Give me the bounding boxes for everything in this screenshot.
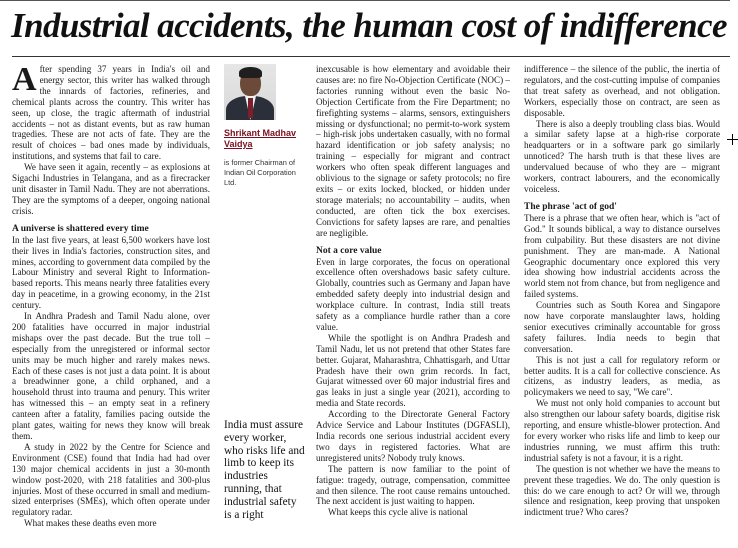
author-photo — [224, 64, 276, 120]
paragraph: There is also a deeply troubling class bias. Would a similar safety lapse at a high-rise corporate headquarters or in a software park go similarly unnoticed? The harsh truth is that these lives are undervalued because of who they are – migrant workers, contract labourers, and the economically voiceless. — [524, 118, 720, 194]
paragraph: What makes these deaths even more — [24, 518, 157, 529]
subheading-act-of-god: The phrase 'act of god' — [524, 201, 617, 212]
paragraph: While the spotlight is on Andhra Pradesh and Tamil Nadu, let us not pretend that other States fare better. Gujarat, Maharashtra, Chhattisgarh, and Uttar Pradesh have their own grim records. In fact, Gujarat witnessed over 60 major industrial fires and gas leaks in just a single year (2021), according to media and State records. — [316, 332, 510, 409]
column-4 — [524, 64, 720, 518]
paragraph: Countries such as South Korea and Singapore now have corporate manslaughter laws, holding senior executives criminally accountable for gross safety failures. India needs to begin that conversation. — [524, 300, 720, 354]
paragraph: There is a phrase that we often hear, which is "act of God." It sounds biblical, a way to distance ourselves from culpability. But these disasters are not divine punishment. They are man-made. A National Geographic documentary once explored this very idea showing how industrial accidents across the world stem not from chance, but from negligence and failed systems. — [524, 212, 720, 300]
paragraph: In Andhra Pradesh and Tamil Nadu alone, over 200 fatalities have occurred in major industrial mishaps over the past decade. But the true toll – especially from the unregistered or informal sector units may be much higher and rarely makes news. Each of these cases is not just a data point. It is about a breadwinner gone, a child orphaned, and a household thrust into trauma and penury. This writer has witnessed this – an empty seat in a refinery canteen after a fatality, families pacing outside the plant gates, waiting for news they know will break them. — [12, 311, 210, 441]
author-name-link[interactable]: Shrikant Madhav Vaidya — [224, 128, 297, 149]
photo-hair — [239, 67, 262, 78]
subheading-core-value: Not a core value — [316, 245, 382, 256]
paragraph: In the last five years, at least 6,500 workers have lost their lives in India's factories, construction sites, and mines, according to government data compiled by the Labour Ministry and several Right to Information-based reports. This means nearly three fatalities every day in peacetime, in a growing economy, in the 21st century. — [12, 234, 210, 311]
paragraph: indifference – the silence of the public, the inertia of regulators, and the cost-cutting impulse of companies that treat safety as overhead, and not obligation. Workers, especially those on contract, are seen as disposable. — [524, 64, 720, 118]
paragraph: What keeps this cycle alive is national — [328, 507, 468, 518]
drop-cap: A — [12, 61, 37, 98]
cursor-vertical — [732, 134, 733, 145]
column-1 — [12, 61, 210, 529]
paragraph: A study in 2022 by the Centre for Science and Environment (CSE) found that India had had over 130 major chemical accidents in just a 30-month window post-2020, with 218 fatalities and 300-plus injuries. Most of these occurred in small and medium-sized enterprises (SMEs), which often operate under regulatory radar. — [12, 441, 210, 518]
paragraph: According to the Directorate General Factory Advice Service and Labour Institutes (DGFASLI), India records one serious industrial accident every two days in registered factories. What are unregistered units? Nobody truly knows. — [316, 409, 510, 463]
intro-text: fter spending 37 years in India's oil and energy sector, this writer has walked through the innards of factories, refineries, and chemical plants across the country. This writer has seen, up close, the tragic aftermath of industrial accidents – not as distant events, but as raw human tragedies. These are not acts of fate. They are the result of choices – bad ones made by individuals, institutions, and systems that fail to care. — [12, 64, 210, 162]
top-border — [0, 0, 730, 1]
author-box — [224, 64, 304, 188]
subheading-universe: A universe is shattered every time — [12, 223, 149, 234]
paragraph: The pattern is now familiar to the point of fatigue: tragedy, outrage, compensation, committee and then silence. The root cause remains untouched. The next accident is just waiting to happen. — [316, 463, 510, 507]
column-3 — [316, 64, 510, 518]
crosshair-cursor-icon — [727, 134, 738, 145]
paragraph: This is not just a call for regulatory reform or better audits. It is a call for collective conscience. As citizens, as industry leaders, as media, as policymakers we need to say, "We care". — [524, 354, 720, 398]
headline: Industrial accidents, the human cost of indifference — [11, 6, 727, 45]
paragraph: inexcusable is how elementary and avoidable their causes are: no fire No-Objection Certificate (NOC) – factories running without even the basic No-Objection Certificate from the Fire Department; no firefighting systems – alarms, sensors, extinguishers missing or dysfunctional; no permit-to-work system – high-risk jobs undertaken casually, with no formal hazard identification or job safety analysis; no training – especially for migrant and contract workers who often speak different languages and oblivious to the signage or safety protocols; no fire exits – or exits locked, blocked, or hidden under storage materials; no accountability – audits, when conducted, are often tick the box exercises. Convictions for safety lapses are rare, and penalties are negligible. — [316, 64, 510, 238]
photo-tie — [248, 98, 253, 118]
paragraph: We must not only hold companies to account but also strengthen our labour safety boards, digitise risk reporting, and ensure whistle-blower protection. And for every worker who risks life and limb to keep our industries running, we must affirm this truth: industrial safety is not a favour, it is a right. — [524, 398, 720, 463]
paragraph: The question is not whether we have the means to prevent these tragedies. We do. The only question is this: do we care enough to act? Or will we, through silence and resignation, keep proving that unspoken indictment true? Who cares? — [524, 463, 720, 518]
pull-quote: India must assure every worker, who risks life and limb to keep its industries running, that industrial safety is a right — [224, 419, 305, 521]
headline-rule — [12, 56, 730, 57]
paragraph: Even in large corporates, the focus on operational excellence often overshadows basic safety culture. Globally, countries such as Germany and Japan have embedded safety deeply into industrial design and workplace culture. In contrast, India still treats safety as a compliance hurdle rather than a core value. — [316, 256, 510, 332]
intro-paragraph — [12, 61, 210, 162]
author-bio: is former Chairman of Indian Oil Corporation Ltd. — [224, 158, 296, 187]
paragraph: We have seen it again, recently – as explosions at Sigachi Industries in Telangana, and as a firecracker unit disaster in Tamil Nadu. They are not aberrations. They are the symptoms of a deeper, ongoing national crisis. — [12, 162, 210, 216]
